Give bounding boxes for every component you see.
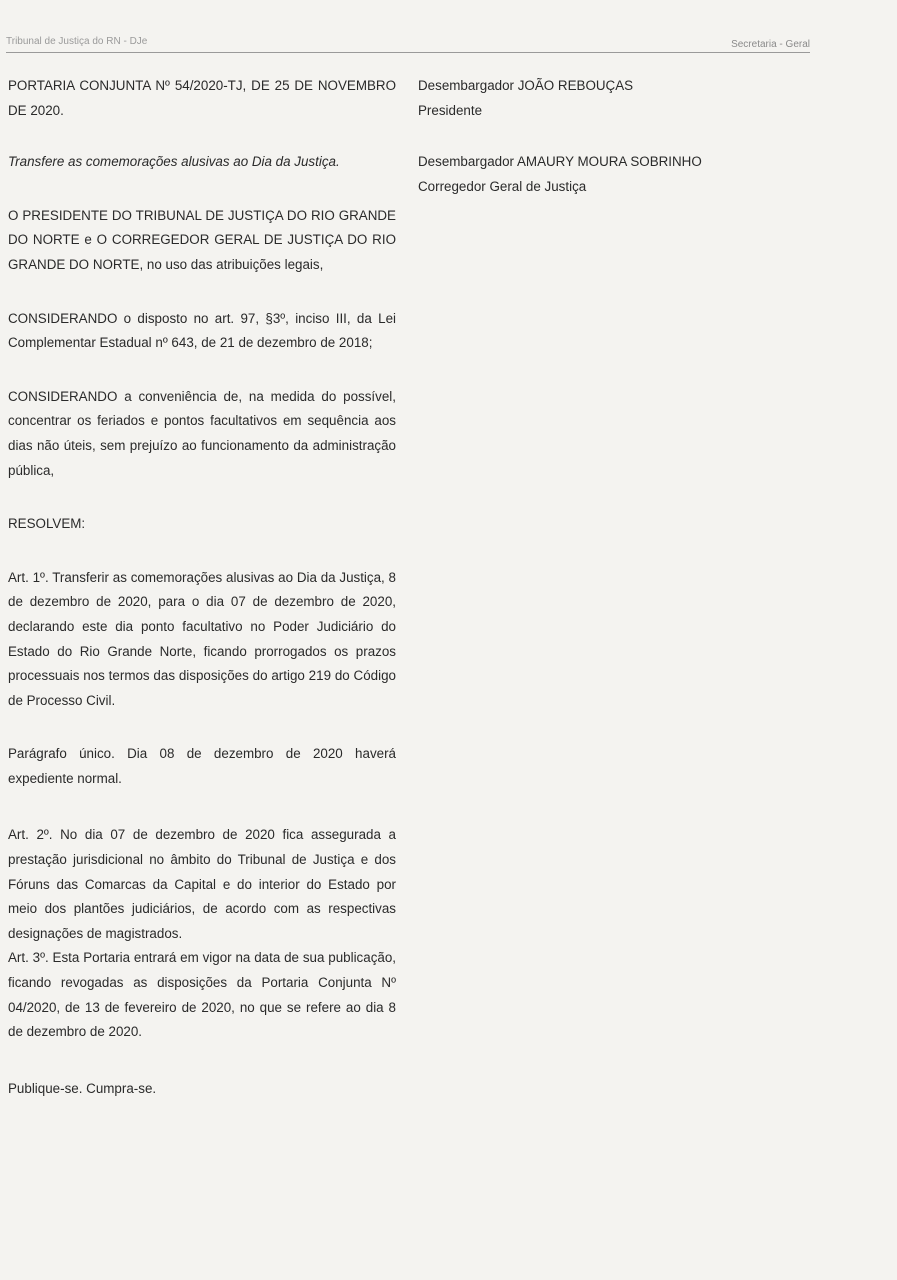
document-summary: Transfere as comemorações alusivas ao Dia da Justiça. <box>8 154 340 170</box>
signatory-name: Desembargador JOÃO REBOUÇAS <box>418 78 634 93</box>
signature-block-corregedor <box>418 150 778 199</box>
resolve-heading: RESOLVEM: <box>8 516 86 532</box>
article-3: Art. 3º. Esta Portaria entrará em vigor na data de sua publicação, ficando revogadas as disposições da Portaria Conjunta Nº 04/2020, de 13 de fevereiro de 2020, no que se refere ao dia 8 de dezembro de 2020. <box>8 950 396 1040</box>
considering-clause-1: CONSIDERANDO o disposto no art. 97, §3º, inciso III, da Lei Complementar Estadual nº 643, de 21 de dezembro de 2018; <box>8 310 396 351</box>
signatory-role: Presidente <box>418 102 483 118</box>
article-2: Art. 2º. No dia 07 de dezembro de 2020 fica assegurada a prestação jurisdicional no âmbito do Tribunal de Justiça e dos Fóruns das Comarcas da Capital e do interior do Estado por meio dos plantões judiciários, de acordo com as respectivas designações de magistrados. <box>8 827 396 941</box>
document-title: PORTARIA CONJUNTA Nº 54/2020-TJ, DE 25 DE NOVEMBRO DE 2020. <box>8 78 396 118</box>
page-header <box>6 34 810 53</box>
document-body <box>8 74 396 1101</box>
considering-clause-2: CONSIDERANDO a conveniência de, na medida do possível, concentrar os feriados e pontos facultativos em sequência aos dias não úteis, sem prejuízo ao funcionamento da administração pública, <box>8 388 396 478</box>
signature-column <box>418 74 778 226</box>
signatory-name: Desembargador AMAURY MOURA SOBRINHO <box>418 154 702 170</box>
article-1: Art. 1º. Transferir as comemorações alusivas ao Dia da Justiça, 8 de dezembro de 2020, para o dia 07 de dezembro de 2020, declarando este dia ponto facultativo no Poder Judiciário do Estado do Rio Grande Norte, ficando prorrogados os prazos processuais nos termos das disposições do artigo 219 do Código de Processo Civil. <box>8 569 396 708</box>
header-publication-name: Tribunal de Justiça do RN - DJe <box>6 36 148 47</box>
closing-formula: Publique-se. Cumpra-se. <box>8 1080 157 1096</box>
article-1-sole-paragraph: Parágrafo único. Dia 08 de dezembro de 2020 haverá expediente normal. <box>8 746 396 786</box>
signature-block-president <box>418 74 778 123</box>
header-section-name: Secretaria - Geral <box>731 39 810 50</box>
signatory-role: Corregedor Geral de Justiça <box>418 178 587 194</box>
document-preamble: O PRESIDENTE DO TRIBUNAL DE JUSTIÇA DO RIO GRANDE DO NORTE e O CORREGEDOR GERAL DE JUSTIÇA DO RIO GRANDE DO NORTE, no uso das atribuições legais, <box>8 207 396 272</box>
